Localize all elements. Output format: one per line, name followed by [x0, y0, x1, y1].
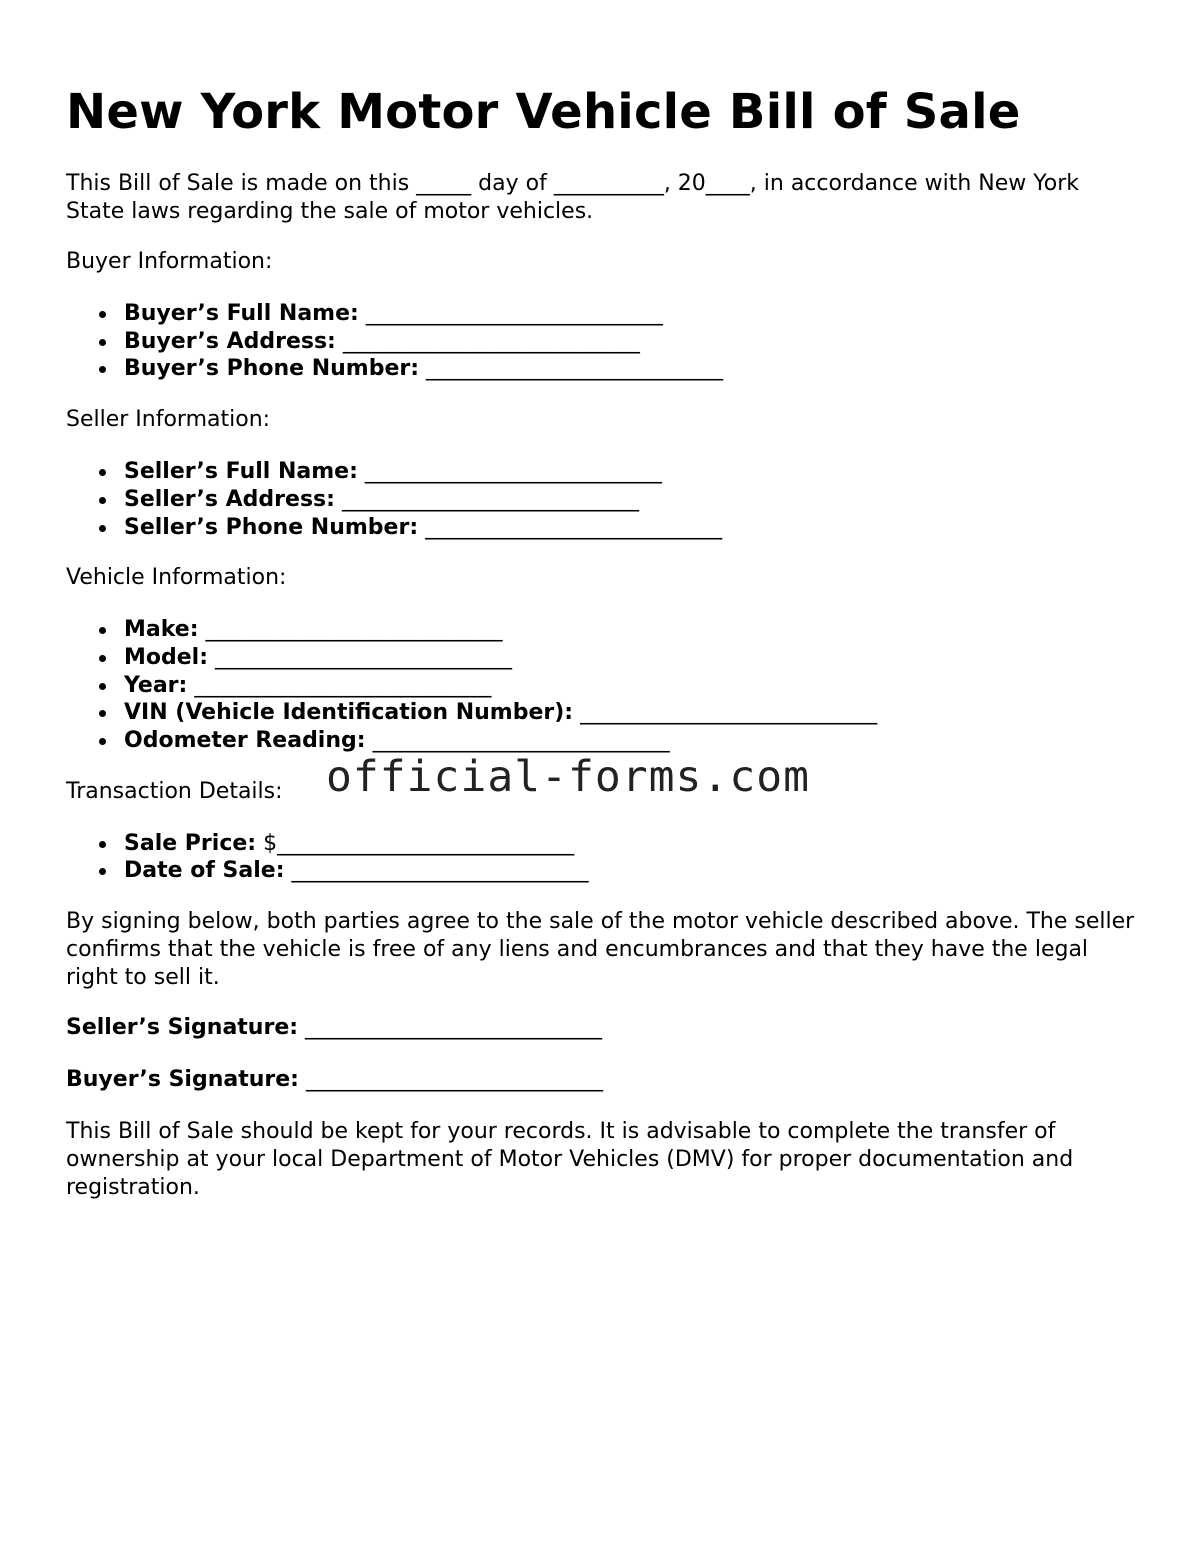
fill-in-blank: ___________________________ — [305, 1067, 603, 1093]
intro-paragraph: This Bill of Sale is made on this _____ day of __________, 20____, in accordance with New York State laws regarding the sale of motor vehicles. — [66, 171, 1080, 224]
fill-in-blank: ___________________________ — [365, 301, 663, 326]
field-label: Model: — [124, 644, 209, 670]
list-item — [124, 857, 1136, 885]
list-item — [124, 830, 1136, 858]
field-label: Year: — [124, 672, 188, 698]
fill-in-blank: ___________________________ — [215, 644, 513, 670]
buyer-info-list — [66, 300, 1136, 383]
fill-in-blank: ___________________________ — [425, 514, 723, 540]
field-label: Buyer’s Phone Number: — [124, 356, 420, 382]
buyer-signature-label: Buyer’s Signature: — [66, 1067, 299, 1093]
list-item — [124, 300, 1136, 328]
seller-signature-label: Seller’s Signature: — [66, 1015, 299, 1041]
fill-in-blank: ___________________________ — [342, 328, 640, 354]
list-item — [124, 458, 1136, 486]
seller-info-list — [66, 458, 1136, 541]
closing-paragraph: This Bill of Sale should be kept for your records. It is advisable to complete the transfer of ownership at your local Department of Motor Vehicles (DMV) for proper documentation and registration. — [66, 1119, 1074, 1201]
list-item — [124, 699, 1136, 727]
fill-in-blank: ___________________________ — [364, 459, 662, 485]
list-item — [124, 355, 1136, 383]
field-label: VIN (Vehicle Identification Number): — [124, 700, 574, 726]
agreement-paragraph: By signing below, both parties agree to the sale of the motor vehicle described above. The seller confirms that the vehicle is free of any liens and encumbrances and that they have the legal right to sell it. — [66, 909, 1135, 991]
seller-section-heading: Seller Information: — [66, 407, 271, 433]
document-page — [66, 82, 1136, 1224]
transaction-info-list — [66, 830, 1136, 885]
list-item — [124, 328, 1136, 356]
fill-in-blank: ___________________________ — [426, 356, 724, 382]
list-item — [124, 672, 1136, 700]
watermark: official-forms.com — [326, 752, 810, 802]
field-label: Buyer’s Full Name: — [124, 301, 359, 326]
list-item — [124, 727, 1136, 755]
fill-in-blank: ___________________________ — [305, 1015, 603, 1041]
field-label: Seller’s Address: — [124, 486, 335, 512]
list-item — [124, 616, 1136, 644]
fill-in-blank: ___________________________ — [341, 486, 639, 512]
list-item — [124, 514, 1136, 542]
field-label: Sale Price: — [124, 830, 257, 856]
field-label: Date of Sale: — [124, 858, 285, 884]
list-item — [124, 486, 1136, 514]
vehicle-section-heading: Vehicle Information: — [66, 565, 287, 591]
transaction-section-heading: Transaction Details: — [66, 778, 283, 804]
fill-in-blank: ___________________________ — [205, 617, 503, 643]
field-label: Seller’s Full Name: — [124, 459, 358, 485]
fill-in-blank: ___________________________ — [194, 672, 492, 698]
page-title: New York Motor Vehicle Bill of Sale — [66, 84, 1021, 140]
fill-in-blank: ___________________________ — [291, 858, 589, 884]
field-label: Seller’s Phone Number: — [124, 514, 419, 540]
field-label: Buyer’s Address: — [124, 328, 336, 354]
list-item — [124, 644, 1136, 672]
fill-in-blank: ___________________________ — [372, 728, 670, 754]
seller-signature-line — [66, 1014, 1136, 1042]
vehicle-info-list — [66, 616, 1136, 755]
fill-in-blank: ___________________________ — [580, 700, 878, 726]
fill-in-blank: $___________________________ — [263, 830, 575, 856]
field-label: Odometer Reading: — [124, 728, 366, 754]
field-label: Make: — [124, 617, 199, 643]
buyer-signature-line — [66, 1066, 1136, 1094]
buyer-section-heading: Buyer Information: — [66, 249, 273, 274]
